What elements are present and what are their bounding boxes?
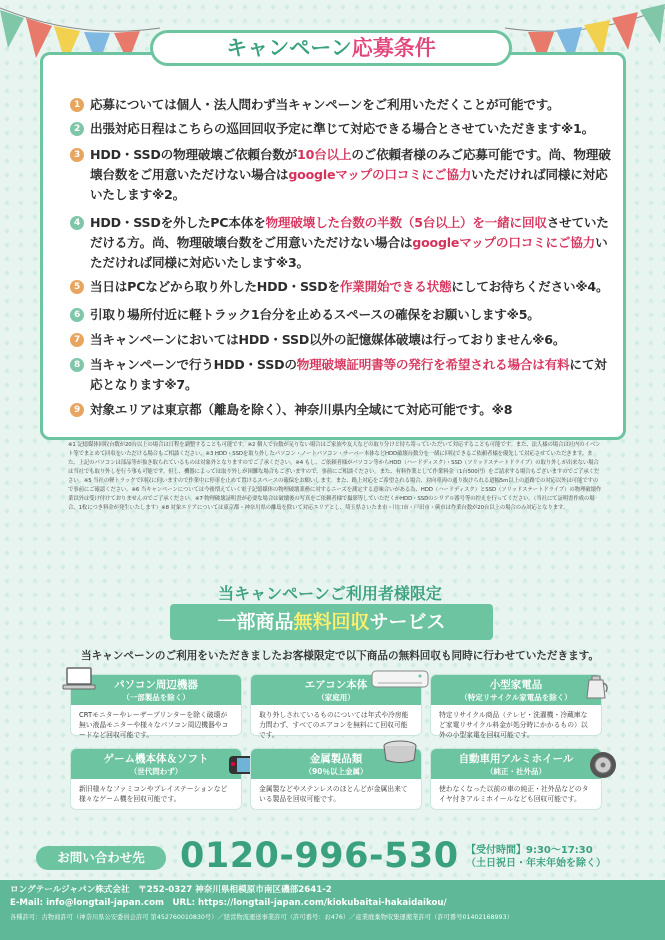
condition-text xyxy=(90,330,565,350)
service-item-description: 特定リサイクル商品（テレビ・洗濯機・冷蔵庫など家電リサイクル料金が処分時にかかるもの）以外の小型家電を回収可能です。 xyxy=(439,711,588,739)
service-item-title: エアコン本体 xyxy=(304,679,368,691)
service-banner-c: サービス xyxy=(369,611,446,633)
service-item-title: パソコン周辺機器 xyxy=(114,679,198,691)
condition-item xyxy=(70,277,615,297)
service-item-header xyxy=(431,749,601,779)
condition-fragment: HDD・SSDの物理破壊ご依頼台数が xyxy=(90,147,298,162)
condition-highlight: googleマップの口コミにご協力 xyxy=(412,235,596,250)
condition-item xyxy=(70,145,615,205)
service-item-subtitle: （一部製品を除く） xyxy=(122,693,190,702)
condition-fragment: いただければ同様に対応いたします※2。 xyxy=(90,167,608,202)
service-item xyxy=(70,748,242,810)
condition-text xyxy=(90,145,615,205)
service-banner xyxy=(170,604,493,640)
condition-number: 5 xyxy=(70,280,84,294)
condition-text xyxy=(90,400,512,420)
reception-hours-1: 【受付時間】9:30～17:30 xyxy=(466,845,593,856)
service-lead: 当キャンペーンのご利用をいただきましたお客様限定で以下商品の無料回収も同時に行わせていただきます。 xyxy=(80,650,600,662)
service-item-header xyxy=(431,675,601,705)
condition-fragment: のご依頼者様のみご応募可能です。尚、物理破壊台数をご用意いただけない場合は xyxy=(90,147,611,182)
service-subtitle: 当キャンペーンご利用者様限定 xyxy=(218,584,442,603)
service-item-description: CRTモニターやレーザープリンターを除く破壊が無い液晶モニターや様々なパソコン周辺機器やコードなど回収可能です。 xyxy=(79,711,229,739)
condition-number: 8 xyxy=(70,358,84,372)
condition-number: 9 xyxy=(70,403,84,417)
service-item-title: 自動車用アルミホイール xyxy=(458,753,574,765)
service-item-description: 金属製などやステンレスのほとんどが金属出来ている製品を回収可能です。 xyxy=(259,785,408,803)
condition-item xyxy=(70,305,615,325)
service-item xyxy=(430,748,602,810)
service-item-title: ゲーム機本体＆ソフト xyxy=(103,753,209,765)
condition-fragment: 引取り場所付近に軽トラック1台分を止めるスペースの確保をお願いします※5。 xyxy=(90,307,540,322)
condition-number: 6 xyxy=(70,308,84,322)
condition-fragment: 対象エリアは東京都（離島を除く）、神奈川県内全域にて対応可能です。※8 xyxy=(90,402,513,417)
condition-fragment: 出張対応日程はこちらの巡回回収予定に準じて対応できる場合とさせていただきます※1。 xyxy=(90,121,594,136)
campaign-title xyxy=(150,30,512,66)
condition-number: 3 xyxy=(70,148,84,162)
condition-text xyxy=(90,95,559,115)
service-item-header xyxy=(71,749,241,779)
condition-item xyxy=(70,330,615,350)
condition-number: 2 xyxy=(70,122,84,136)
condition-fragment: HDD・SSDを外したPC本体を xyxy=(90,215,266,230)
condition-text xyxy=(90,355,615,395)
phone-number[interactable]: 0120-996-530 xyxy=(180,836,459,876)
condition-text xyxy=(90,213,615,273)
service-item-subtitle: （特定リサイクル家電品を除く） xyxy=(460,693,572,702)
condition-fragment: にしてお待ちください※4。 xyxy=(451,279,609,294)
service-item xyxy=(430,674,602,739)
footer xyxy=(0,880,665,940)
service-item-subtitle: （世代問わず） xyxy=(129,767,183,776)
footnotes: ※1 記憶媒体回収台数が20台以上の場合は日程を調整することも可能です。※2 個人で台数が足りない場合はご家族や友人などの取り分けと持ち寄っていただいて対応することも可能です。また、法人様の場合は社内のイベント等でまとめて回収をいただける場合もご相談ください。※3 HDD・SSDを取り外したパソコン・ノートパソコン・サーバー本体などHDD破壊台数分を一緒に回収できるご依頼者様を優先して対応させていただきます。また、上記のパソコンは部品等が抜き取られているものは対象外となりますのでご了承ください。※4 もし、ご依頼者様がパソコン等からHDD（ハードディスク）・SSD（ソリッドステートドライブ）の取り外しが出来ない場合は当社でも取り外しを行う事も可能です。但し、機器によっては取り外しが困難な場合もございますので、事前にご相談ください。また、有料作業として作業料金（1台500円）をご請求する場合もございますのでご了承ください。※5 当社の軽トラックで回収に伺いますので作業中に停車を止めて置けるスペースの確保をお願いします。また、路上対応をご希望される場合、対向車両の通り抜けられる道幅5m以上の道路での対応以外は可能ですので事前にご確認ください。※6 当キャンペーンについては今後増えていく電子記憶媒体の物理破壊業務に対するニーズを測定する意味合いがある為、HDD（ハードディスク）とSSD（ソリッドステートドライブ）の物理破壊作業以外は受け付けておりませんのでご了承ください。※7 物理破壊証明書が必要な場合は破壊後の写真をご依頼者様で撮影等していただくかHDD・SSDのシリアル番号等の控えを行ってください。（当社にて証明書作成の場合、1枚につき料金が発生いたします）※8 対象エリアについては東京都・神奈川県の離島を除いて対応エリアとし、埼玉県さいたま市・川口市・戸田市・蕨市は作業台数が20台以上の場合のみ対応となります。 xyxy=(68,442,602,511)
condition-highlight: 物理破壊証明書等の発行を希望される場合は有料 xyxy=(296,357,570,372)
service-item-subtitle: （家庭用） xyxy=(317,693,355,702)
reception-hours xyxy=(466,844,606,870)
metal-pot-icon xyxy=(380,738,420,768)
condition-number: 7 xyxy=(70,333,84,347)
service-item-description: 新旧様々なファミコンやプレイステーションなど様々なゲーム機を回収可能です。 xyxy=(79,785,228,803)
condition-fragment: 応募については個人・法人問わず当キャンペーンをご利用いただくことが可能です。 xyxy=(90,97,560,112)
condition-fragment: させていただける方。尚、物理破壊台数をご用意いただけない場合は xyxy=(90,215,609,250)
service-item-subtitle: （90％以上金属） xyxy=(304,767,368,776)
service-banner-a: 一部商品 xyxy=(217,611,294,633)
reception-hours-2: （土日祝日・年末年始を除く） xyxy=(466,858,606,869)
campaign-title-main: キャンペーン xyxy=(226,36,352,60)
service-item-description: 使わなくなった以前の車の純正・社外品などのタイヤ付きアルミホイールなども回収可能です。 xyxy=(439,785,589,803)
campaign-title-accent: 応募条件 xyxy=(351,36,436,60)
condition-item xyxy=(70,213,615,273)
condition-highlight: googleマップの口コミにご協力 xyxy=(288,167,472,182)
condition-number: 4 xyxy=(70,216,84,230)
condition-fragment: にて対応となります※7。 xyxy=(90,357,607,392)
condition-highlight: 物理破壊した台数の半数（5台以上）を一緒に回収 xyxy=(265,215,547,230)
condition-text xyxy=(90,277,608,297)
condition-highlight: 作業開始できる状態 xyxy=(339,279,452,294)
condition-highlight: 10台以上 xyxy=(297,147,352,162)
laptop-icon xyxy=(62,666,96,696)
condition-fragment: いただければ同様に対応いたします※3。 xyxy=(90,235,608,270)
condition-text xyxy=(90,305,540,325)
service-item-header xyxy=(71,675,241,705)
condition-text xyxy=(90,119,594,139)
service-item-title: 金属製品類 xyxy=(309,753,363,765)
condition-item xyxy=(70,400,615,420)
service-item-title: 小型家電品 xyxy=(489,679,543,691)
condition-number: 1 xyxy=(70,98,84,112)
air-conditioner-icon xyxy=(370,668,430,698)
condition-item xyxy=(70,95,615,115)
service-item-description: 取り外しされているものについては年式や冷房能力問わず、すべてのエアコンを無料にて回収可能です。 xyxy=(259,711,409,739)
contact-label: お問い合わせ先 xyxy=(36,846,166,870)
footer-contact[interactable]: E-Mail: info@longtail-japan.com URL: https://longtail-japan.com/kiokubaitai-hakaidaikou/ xyxy=(10,898,447,908)
condition-item xyxy=(70,355,615,395)
footer-company: ロングテールジャパン株式会社 〒252-0327 神奈川県相模原市南区磯部2641-2 xyxy=(10,885,332,895)
service-banner-b: 無料回収 xyxy=(293,611,370,633)
condition-fragment: 当キャンペーンで行うHDD・SSDの xyxy=(90,357,297,372)
service-item-subtitle: （純正・社外品） xyxy=(486,767,546,776)
conditions-list xyxy=(70,95,615,425)
condition-item xyxy=(70,119,615,139)
condition-fragment: 当日はPCなどから取り外したHDD・SSDを xyxy=(90,279,340,294)
footer-licenses: 各種許可：古物商許可（神奈川県公安委員会許可 第452760010830号）／経営物流運送事業許可（許可番号：お476）／産業廃棄物収集運搬業許可（許可番号01402168993） xyxy=(10,914,513,921)
wheel-icon xyxy=(588,750,618,784)
condition-fragment: 当キャンペーンにおいてはHDD・SSD以外の記憶媒体破壊は行っておりません※6。 xyxy=(90,332,566,347)
kettle-icon xyxy=(584,672,610,704)
